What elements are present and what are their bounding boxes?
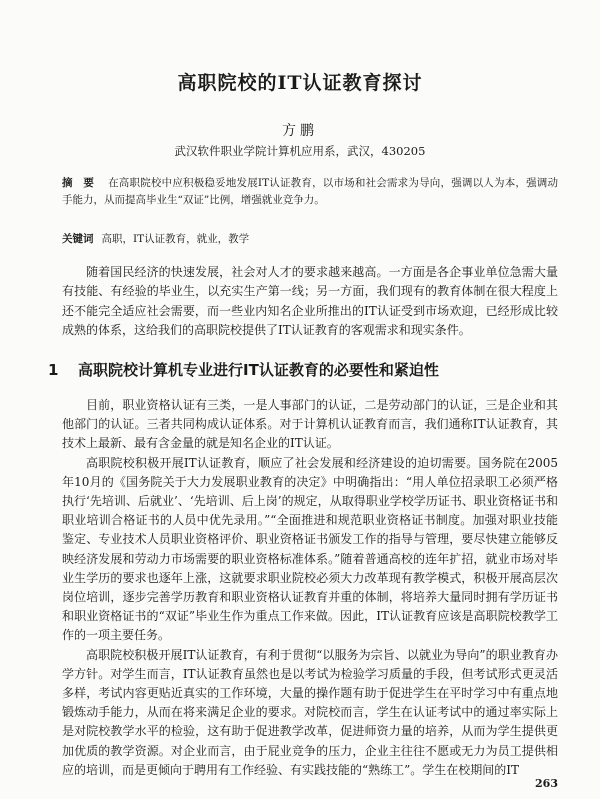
paper-title: 高职院校的IT认证教育探讨 (177, 72, 423, 94)
keywords-text: 高职，IT认证教育，就业，教学 (101, 233, 250, 245)
keywords (62, 231, 558, 248)
keywords-label: 关键词 (62, 233, 94, 245)
abstract-text: 在高职院校中应积极稳妥地发展IT认证教育，以市场和社会需求为导向，强调以人为本，强调动手能力，从而提高毕业生“双证”比例，增强就业竞争力。 (62, 177, 558, 206)
body-paragraph: 高职院校积极开展IT认证教育，顺应了社会发展和经济建设的迫切需要。国务院在2005年10月的《国务院关于大力发展职业教育的决定》中明确指出：“用人单位招录职工必须严格执行‘先培训、后就业’、‘先培训、后上岗’的规定，从取得职业学校学历证书、职业资格证书和职业培训合格证书的人员中优先录用。”“全面推进和规范职业资格证书制度。加强对职业技能鉴定、专业技术人员职业资格评价、职业资格证书颁发工作的指导与管理，要尽快建立能够反映经济发展和劳动力市场需要的职业资格标准体系。”随着普通高校的连年扩招，就业市场对毕业生学历的要求也逐年上涨，这就要求职业院校必须大力改革现有教学模式，积极开展高层次岗位培训，逐步完善学历教育和职业资格认证教育并重的体制，将培养大量同时拥有学历证书和职业资格证书的“双证”毕业生作为重点工作来做。因此，IT认证教育应该是高职院校教学工作的一项主要任务。 (62, 455, 558, 643)
body-paragraph: 目前，职业资格认证有三类，一是人事部门的认证，二是劳动部门的认证，三是企业和其他部门的认证。三者共同构成认证体系。对于计算机认证教育而言，我们通称IT认证教育，其技术上最新、最有含金量的就是知名企业的IT认证。 (62, 398, 558, 451)
author-name: 方鹏 (282, 123, 318, 139)
author-affiliation: 武汉软件职业学院计算机应用系，武汉，430205 (174, 144, 426, 158)
body-paragraph: 高职院校积极开展IT认证教育，有利于贯彻“以服务为宗旨、以就业为导向”的职业教育办学方针。对学生而言，IT认证教育虽然也是以考试为检验学习质量的手段，但考试形式更灵活多样，考试内容更贴近真实的工作环境，大量的操作题有助于促进学生在平时学习中有重点地锻炼动手能力，从而在将来满足企业的要求。对院校而言，学生在认证考试中的通过率实际上是对院校教学水平的检验，这有助于促进教学改革，促进师资力量的培养，从而为学生提供更加优质的教学资源。对企业而言，由于屁业竞争的压力，企业主往往不愿或无力为员工提供相应的培训，而是更倾向于聘用有工作经验、有实践技能的“熟练工”。学生在校期间的IT (62, 647, 558, 777)
section-number: 1 (48, 361, 59, 379)
abstract-label: 摘 要 (62, 177, 95, 189)
intro-paragraph: 随着国民经济的快速发展，社会对人才的要求越来越高。一方面是各企事业单位急需大量有技能、有经验的毕业生，以充实生产第一线；另一方面，我们现有的教育体制在很大程度上还不能完全适应社会需要，而一些业内知名企业所推出的IT认证受到市场欢迎，已经形成比较成熟的体系，这给我们的高职院校提供了IT认证教育的客观需求和现实条件。 (62, 265, 558, 337)
section-heading (48, 359, 558, 380)
abstract (62, 175, 558, 209)
page-number: 263 (535, 777, 558, 790)
section-body (62, 396, 558, 780)
section-title: 高职院校计算机专业进行IT认证教育的必要性和紧迫性 (78, 361, 439, 379)
